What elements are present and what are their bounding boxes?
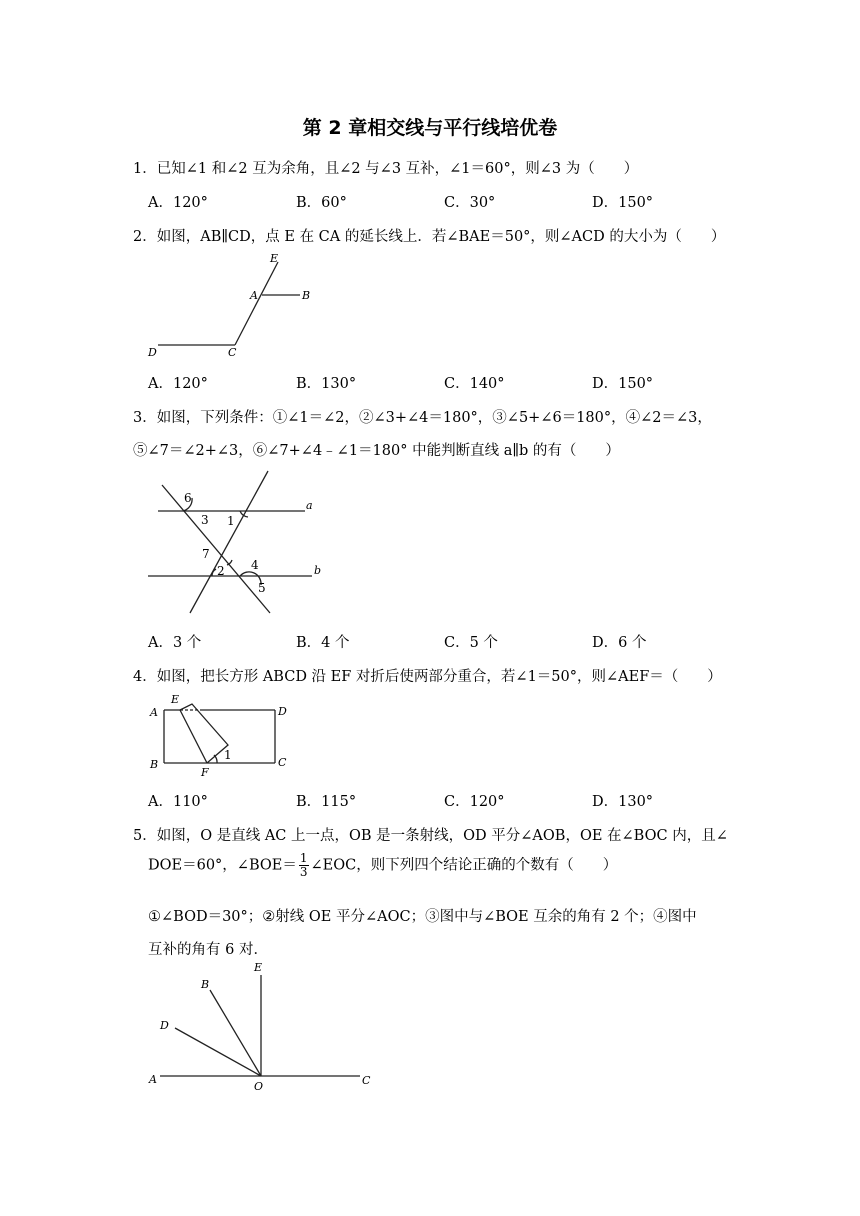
q4-option-a: A．110°	[148, 794, 208, 810]
q3-option-d: D．6 个	[592, 635, 647, 651]
label-c: C	[362, 1074, 371, 1087]
label-b: B	[201, 978, 210, 991]
line-ce	[235, 262, 278, 345]
question-5-line-4: 互补的角有 6 对．	[148, 942, 268, 958]
ray-ob	[210, 990, 261, 1076]
q3-option-b: B．4 个	[296, 635, 350, 651]
angle-label-5: 5	[258, 581, 266, 595]
label-d: D	[160, 1019, 169, 1032]
transversal-1	[162, 485, 270, 613]
fraction-denominator: 3	[299, 865, 308, 879]
angle-label-2: 2	[217, 564, 225, 578]
label-b: B	[150, 758, 159, 771]
label-c: C	[228, 346, 237, 359]
folded-flap	[180, 704, 228, 763]
angle-label-1: 1	[224, 748, 232, 762]
question-5-line-1: 5．如图，O 是直线 AC 上一点，OB 是一条射线，OD 平分∠AOB，OE 在∠BOC 内，且∠	[133, 828, 728, 844]
q4-option-d: D．130°	[592, 794, 654, 810]
label-e: E	[171, 693, 180, 706]
figure-4	[140, 690, 310, 780]
fraction-one-third	[299, 852, 309, 879]
question-3-line-1: 3．如图，下列条件：①∠1＝∠2，②∠3+∠4＝180°，③∠5+∠6＝180°，④∠2＝∠3，	[133, 410, 712, 426]
label-e: E	[254, 961, 263, 974]
ray-od	[175, 1028, 261, 1076]
line-label-a: a	[306, 499, 313, 512]
q4-option-c: C．120°	[444, 794, 505, 810]
question-5-line-2	[148, 852, 617, 879]
q5-line-2-part-b: ∠EOC，则下列四个结论正确的个数有（ ）	[310, 857, 618, 874]
question-2-text: 2．如图，AB∥CD，点 E 在 CA 的延长线上．若∠BAE＝50°，则∠ACD 的大小为（ ）	[133, 229, 726, 245]
figure-2	[140, 250, 340, 365]
q2-option-c: C．140°	[444, 376, 505, 392]
label-a: A	[149, 1073, 157, 1086]
q2-option-b: B．130°	[296, 376, 357, 392]
angle-label-3: 3	[201, 513, 209, 527]
q3-option-c: C．5 个	[444, 635, 498, 651]
fold-line-ef	[180, 710, 207, 763]
question-4-text: 4．如图，把长方形 ABCD 沿 EF 对折后使两部分重合，若∠1＝50°，则∠AEF＝（ ）	[133, 669, 722, 685]
q1-option-c: C．30°	[444, 195, 496, 211]
q1-option-d: D．150°	[592, 195, 654, 211]
label-f: F	[201, 766, 209, 779]
arc-2	[212, 569, 216, 576]
angle-label-1: 1	[227, 514, 235, 528]
arc-1	[214, 755, 217, 763]
label-c: C	[278, 756, 287, 769]
q1-option-a: A．120°	[148, 195, 208, 211]
label-d: D	[278, 705, 287, 718]
label-d: D	[148, 346, 157, 359]
question-5-line-3: ①∠BOD＝30°；②射线 OE 平分∠AOC；③图中与∠BOE 互余的角有 2 个；④图中	[148, 909, 697, 925]
q5-line-2-part-a: DOE＝60°，∠BOE＝	[148, 857, 297, 874]
label-o: O	[254, 1080, 264, 1093]
fraction-numerator: 1	[299, 851, 308, 865]
label-b: B	[302, 289, 311, 302]
label-a: A	[250, 289, 258, 302]
label-a: A	[150, 706, 158, 719]
angle-label-7: 7	[202, 547, 210, 561]
line-label-b: b	[314, 564, 322, 577]
q3-option-a: A．3 个	[148, 635, 202, 651]
label-e: E	[270, 252, 279, 265]
page-title: 第 2 章相交线与平行线培优卷	[302, 117, 558, 139]
figure-3	[140, 465, 340, 620]
angle-label-6: 6	[184, 491, 192, 505]
figure-5	[140, 955, 400, 1095]
q1-option-b: B．60°	[296, 195, 347, 211]
angle-label-4: 4	[251, 558, 259, 572]
q2-option-a: A．120°	[148, 376, 208, 392]
question-1-text: 1．已知∠1 和∠2 互为余角，且∠2 与∠3 互补，∠1＝60°，则∠3 为（ ）	[133, 161, 639, 177]
transversal-2	[190, 471, 268, 613]
question-3-line-2: ⑤∠7＝∠2+∠3，⑥∠7+∠4﹣∠1＝180° 中能判断直线 a∥b 的有（ ）	[133, 443, 620, 459]
q2-option-d: D．150°	[592, 376, 654, 392]
q4-option-b: B．115°	[296, 794, 357, 810]
